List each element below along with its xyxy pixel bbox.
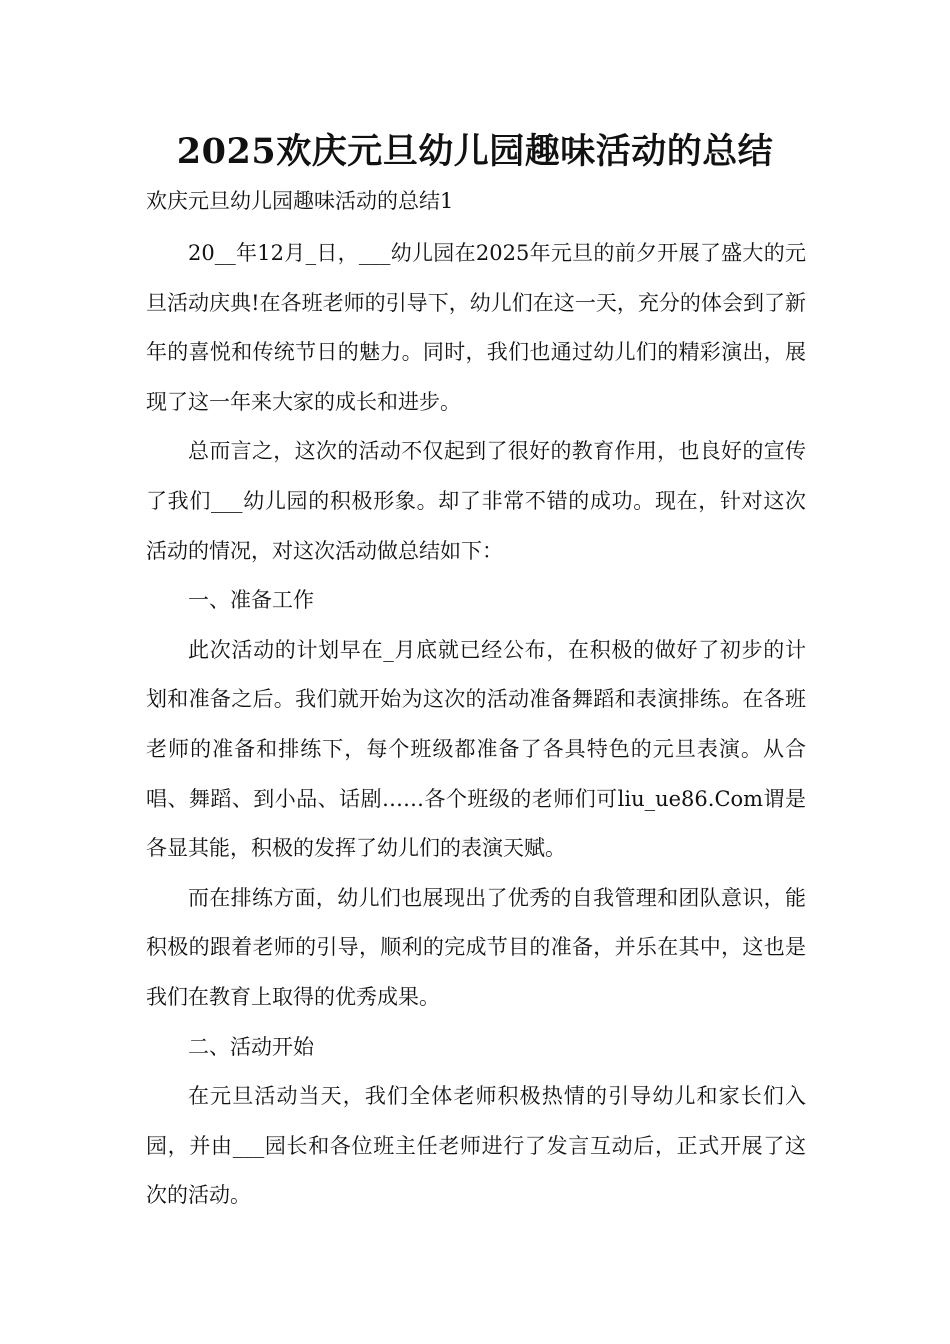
section-heading-activity-start: 二、活动开始 [188,1034,314,1059]
document-subtitle: 欢庆元旦幼儿园趣味活动的总结1 [146,189,454,213]
document-body [146,229,806,1221]
section-heading-preparation: 一、准备工作 [188,588,314,613]
paragraph-4: 而在排练方面，幼儿们也展现出了优秀的自我管理和团队意识，能积极的跟着老师的引导，顺利的完成节目的准备，并乐在其中，这也是我们在教育上取得的优秀成果。 [146,885,806,1009]
paragraph-3: 此次活动的计划早在_月底就已经公布，在积极的做好了初步的计划和准备之后。我们就开始为这次的活动准备舞蹈和表演排练。在各班老师的准备和排练下，每个班级都准备了各具特色的元旦表演。从合唱、舞蹈、到小品、话剧……各个班级的老师们可liu_ue86.Com谓是各显其能，积极的发挥了幼儿们的表演天赋。 [146,637,806,861]
document-title: 2025欢庆元旦幼儿园趣味活动的总结 [176,131,774,172]
paragraph-1: 20__年12月_日，___幼儿园在2025年元旦的前夕开展了盛大的元旦活动庆典!在各班老师的引导下，幼儿们在这一天，充分的体会到了新年的喜悦和传统节日的魅力。同时，我们也通过幼儿们的精彩演出，展现了这一年来大家的成长和进步。 [146,241,806,414]
paragraph-5: 在元旦活动当天，我们全体老师积极热情的引导幼儿和家长们入园，并由___园长和各位班主任老师进行了发言互动后，正式开展了这次的活动。 [146,1084,806,1208]
paragraph-2: 总而言之，这次的活动不仅起到了很好的教育作用，也良好的宣传了我们___幼儿园的积极形象。却了非常不错的成功。现在，针对这次活动的情况，对这次活动做总结如下： [146,439,806,563]
